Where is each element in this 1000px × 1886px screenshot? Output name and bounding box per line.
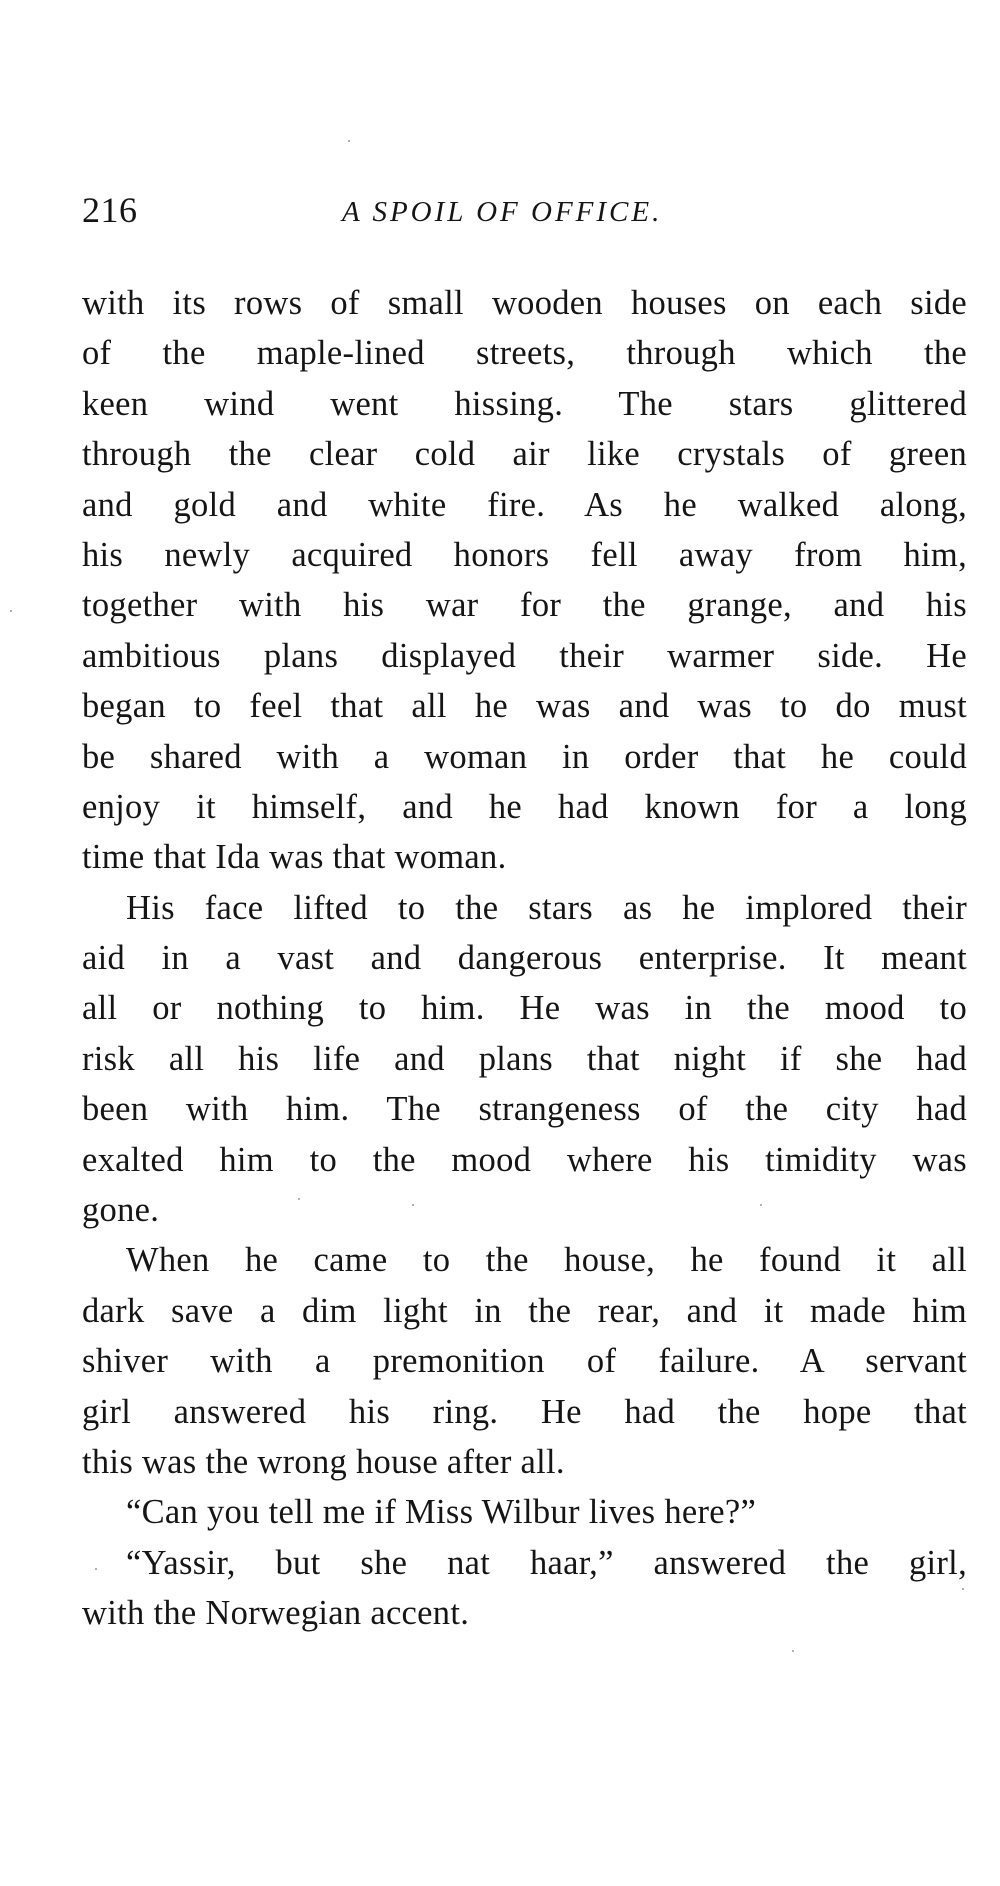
scan-speck [760,1204,762,1206]
text-line: “Yassir, but she nat haar,” answered the girl, [126,1543,967,1582]
scan-speck [792,1650,794,1652]
text-line: gone. [82,1191,160,1230]
paragraph [82,883,967,1236]
text-line: dark save a dim light in the rear, and it made him [82,1291,967,1330]
scan-speck [412,1204,414,1206]
page-number: 216 [82,190,138,230]
text-line: began to feel that all he was and was to do must [82,687,967,726]
text-line: of the maple-lined streets, through which the [82,334,967,373]
text-line: exalted him to the mood where his timidity was [82,1140,967,1179]
text-line: been with him. The strangeness of the city had [82,1090,967,1129]
text-line: together with his war for the grange, and his [82,586,967,625]
text-line: “Can you tell me if Miss Wilbur lives here?” [126,1493,757,1532]
text-line: be shared with a woman in order that he could [82,737,967,776]
paragraph [82,1487,967,1537]
scan-speck [348,140,350,142]
text-line: His face lifted to the stars as he implored their [126,888,967,927]
paragraph [82,1235,967,1487]
text-line: aid in a vast and dangerous enterprise. It meant [82,939,967,978]
text-line: this was the wrong house after all. [82,1442,565,1481]
text-line: with the Norwegian accent. [82,1594,470,1633]
text-line: all or nothing to him. He was in the mood to [82,989,967,1028]
text-line: through the clear cold air like crystals of green [82,435,967,474]
text-line: his newly acquired honors fell away from him, [82,535,967,574]
text-line: ambitious plans displayed their warmer side. He [82,636,967,675]
text-line: with its rows of small wooden houses on each side [82,284,967,322]
running-head [82,190,967,234]
body-text [82,278,967,1639]
paragraph [82,1538,967,1639]
running-title: A SPOIL OF OFFICE. [342,196,663,228]
text-line: keen wind went hissing. The stars glittered [82,384,967,423]
paragraph [82,278,967,883]
scan-speck [95,1568,97,1570]
text-line: enjoy it himself, and he had known for a long [82,787,967,826]
scan-speck [298,1198,300,1200]
text-line: When he came to the house, he found it all [126,1241,967,1280]
scan-speck [10,610,12,612]
text-line: and gold and white fire. As he walked along, [82,485,967,524]
text-line: girl answered his ring. He had the hope that [82,1392,967,1431]
text-line: time that Ida was that woman. [82,838,507,877]
text-line: risk all his life and plans that night if she had [82,1039,967,1078]
scan-speck [962,1588,964,1590]
text-line: shiver with a premonition of failure. A servant [82,1342,967,1381]
